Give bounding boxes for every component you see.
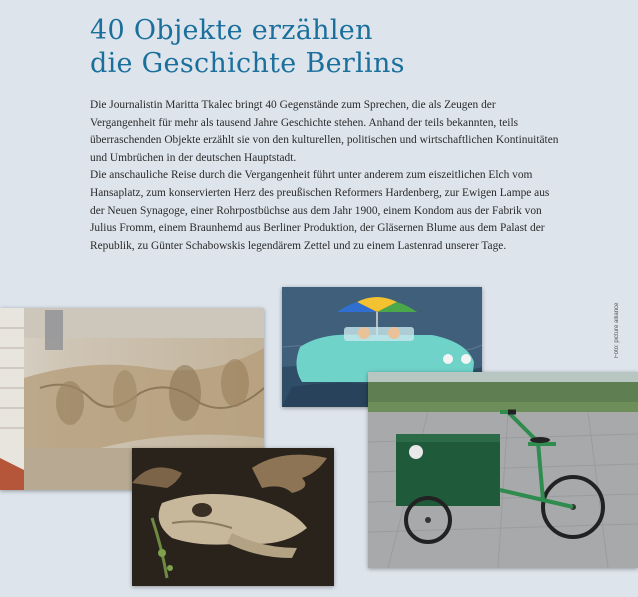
photo-credit: Foto: picture alliance [614,302,620,358]
moose-skull-photo [132,448,334,586]
title-line-2: die Geschichte Berlins [90,48,405,79]
cargo-bike-image [368,372,638,568]
paragraph-1: Die Journalistin Maritta Tkalec bringt 40 Gegenstände zum Sprechen, die als Zeugen der Vergangenheit für mehr als tausend Jahre Geschichte stehen. Anhand der teils bekannten, teils überraschenden Objekte erzählt sie von den kulturellen, politischen und wirtschaftlichen Kontinuitäten und Umbrüchen in der deutschen Hauptstadt. [90,99,559,164]
intro-text [90,97,560,255]
moose-skull-image [132,448,334,586]
title-line-1: 40 Objekte erzählen [90,15,373,46]
cargo-bike-photo [368,372,638,568]
paragraph-2: Die anschauliche Reise durch die Vergangenheit führt unter anderem zum eiszeitlichen Elch vom Hansaplatz, zum konservierten Herz des preußischen Reformers Hardenberg, zur Ewigen Lampe aus der Neuen Synagoge, einer Rohrpostbüchse aus dem Jahr 1900, einem Kondom aus der Fabrik von Julius Fromm, einem Braunhemd aus Berliner Produktion, der Gläsernen Blume aus dem Palast der Republik, zu Günter Schabowskis legendärem Zettel und zu einem Lastenrad unserer Tage. [90,169,550,252]
page-title [90,14,610,80]
